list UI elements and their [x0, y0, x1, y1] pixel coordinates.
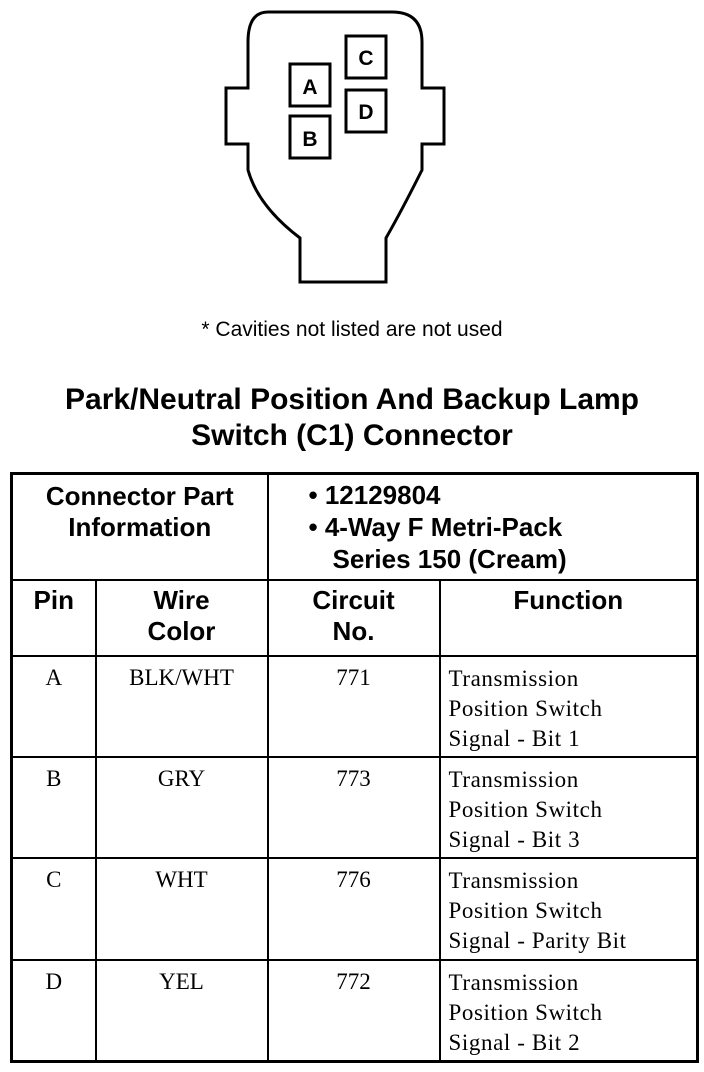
part-number: • 12129804 — [308, 480, 441, 510]
function-line: Position Switch — [448, 796, 603, 822]
function-line: Transmission — [448, 766, 579, 792]
circuit-cell: 776 — [268, 858, 440, 960]
function-line: Signal - Bit 1 — [448, 725, 581, 751]
connector-face-diagram — [0, 0, 704, 300]
wire-color-cell: GRY — [96, 757, 268, 858]
wire-color-cell: BLK/WHT — [96, 656, 268, 757]
header-function-label: Function — [513, 584, 624, 615]
function-cell — [440, 960, 698, 1062]
circuit-cell: 771 — [268, 656, 440, 757]
connector-info-label — [12, 474, 268, 580]
header-function — [440, 580, 698, 656]
svg-text:A: A — [302, 76, 318, 99]
connector-description-line-2: Series 150 (Cream) — [332, 544, 567, 574]
header-circuit-line-1: Circuit — [312, 584, 395, 615]
function-line: Position Switch — [448, 695, 603, 721]
table-row — [12, 858, 698, 960]
pin-cell: A — [12, 656, 96, 757]
header-wire-color-line-2: Color — [147, 615, 216, 646]
function-line: Position Switch — [448, 897, 603, 923]
pin-cell: B — [12, 757, 96, 858]
header-row — [12, 580, 698, 656]
table-row — [12, 960, 698, 1062]
connector-info-row — [12, 474, 698, 580]
header-circuit-no — [268, 580, 440, 656]
svg-text:D: D — [358, 101, 374, 124]
connector-info-values — [268, 474, 698, 580]
header-pin-label: Pin — [33, 584, 74, 615]
function-line: Transmission — [448, 665, 579, 691]
unused-cavities-note: * Cavities not listed are not used — [201, 318, 503, 341]
function-line: Signal - Bit 2 — [448, 1029, 581, 1055]
cavity-b — [290, 116, 330, 158]
header-wire-color-line-1: Wire — [153, 584, 210, 615]
title-line-1: Park/Neutral Position And Backup Lamp — [65, 383, 639, 416]
pin-cell: D — [12, 960, 96, 1062]
pin-cell: C — [12, 858, 96, 960]
info-label-line-2: Information — [68, 512, 212, 542]
function-cell — [440, 757, 698, 858]
header-wire-color — [96, 580, 268, 656]
circuit-cell: 773 — [268, 757, 440, 858]
function-line: Transmission — [448, 867, 579, 893]
function-line: Signal - Parity Bit — [448, 927, 627, 953]
info-label-line-1: Connector Part — [45, 481, 234, 511]
wire-color-cell: YEL — [96, 960, 268, 1062]
wire-color-cell: WHT — [96, 858, 268, 960]
cavity-d — [346, 90, 386, 132]
table-row — [12, 656, 698, 757]
connector-title — [0, 382, 704, 454]
connector-description-line-1: • 4-Way F Metri-Pack — [308, 512, 563, 542]
function-line: Signal - Bit 3 — [448, 826, 581, 852]
connector-outline — [226, 12, 444, 282]
cavity-c — [346, 36, 386, 78]
function-cell — [440, 656, 698, 757]
function-line: Transmission — [448, 969, 579, 995]
svg-text:B: B — [302, 128, 318, 151]
header-pin — [12, 580, 96, 656]
circuit-cell: 772 — [268, 960, 440, 1062]
table-row — [12, 757, 698, 858]
header-circuit-line-2: No. — [332, 615, 375, 646]
connector-pinout-table — [10, 472, 699, 1063]
title-line-2: Switch (C1) Connector — [191, 419, 513, 452]
svg-text:C: C — [358, 47, 374, 70]
cavity-a — [290, 64, 330, 106]
function-cell — [440, 858, 698, 960]
function-line: Position Switch — [448, 999, 603, 1025]
